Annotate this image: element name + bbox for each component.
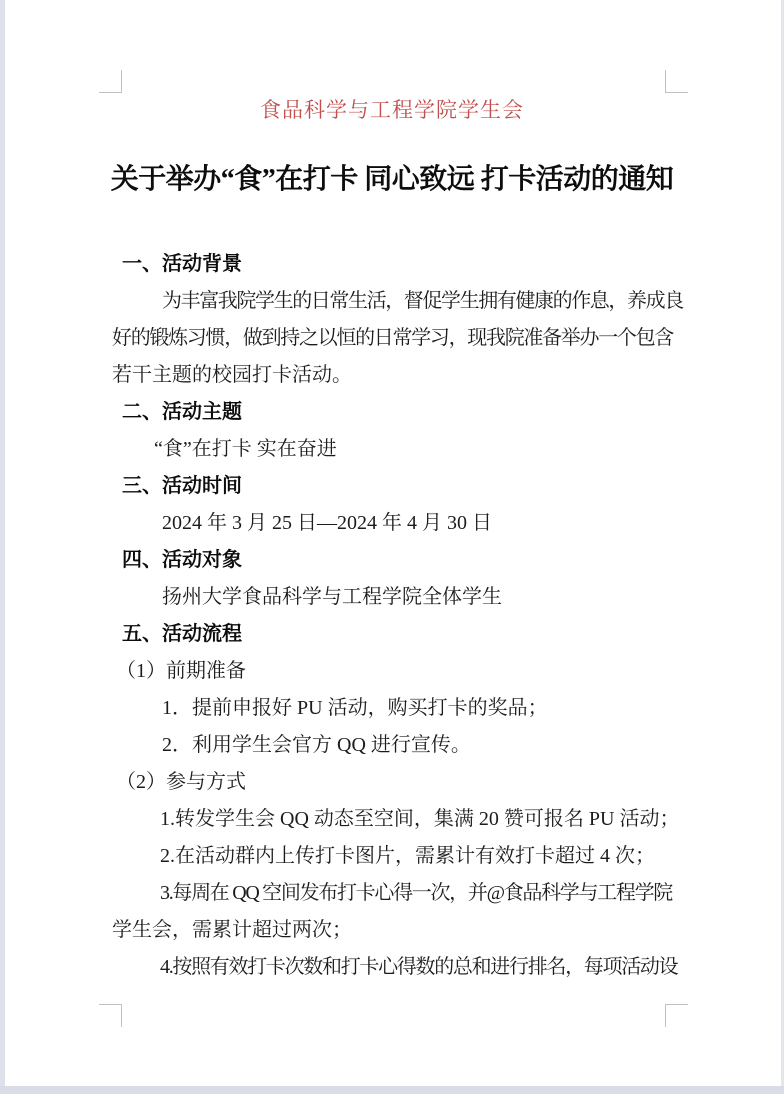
document-line: 学生会，需累计超过两次；	[112, 919, 352, 941]
text-boundary-mark-bottom-right	[665, 1004, 688, 1027]
document-line: “食”在打卡 实在奋进	[154, 438, 337, 460]
document-line: 五、活动流程	[122, 623, 242, 645]
document-line: 1.转发学生会 QQ 动态至空间，集满 20 赞可报名 PU 活动；	[160, 808, 680, 830]
document-line: 二、活动主题	[122, 401, 242, 423]
document-line: 3.每周在 QQ 空间发布打卡心得一次，并@食品科学与工程学院	[160, 882, 673, 904]
document-line: 一、活动背景	[122, 253, 242, 275]
document-red-header: 食品科学与工程学院学生会	[260, 98, 524, 122]
document-line: 2.在活动群内上传打卡图片，需累计有效打卡超过 4 次；	[160, 845, 655, 867]
document-line: 三、活动时间	[122, 475, 242, 497]
document-line: （1）前期准备	[116, 660, 246, 682]
document-line: 为丰富我院学生的日常生活，督促学生拥有健康的作息，养成良	[162, 290, 683, 312]
text-boundary-mark-top-left	[99, 70, 122, 93]
document-line: 4.按照有效打卡次数和打卡心得数的总和进行排名，每项活动设	[160, 956, 678, 978]
document-line: 2024 年 3 月 25 日—2024 年 4 月 30 日	[162, 512, 492, 534]
document-line: 四、活动对象	[122, 549, 242, 571]
document-body	[112, 246, 692, 986]
document-line: 扬州大学食品科学与工程学院全体学生	[162, 586, 502, 608]
document-line: 若干主题的校园打卡活动。	[112, 364, 352, 386]
document-title: 关于举办“食”在打卡 同心致远 打卡活动的通知	[110, 164, 674, 195]
text-boundary-mark-top-right	[665, 70, 688, 93]
document-line: 2．利用学生会官方 QQ 进行宣传。	[162, 734, 471, 756]
document-line: 好的锻炼习惯，做到持之以恒的日常学习，现我院准备举办一个包含	[112, 327, 673, 349]
document-line: 1．提前申报好 PU 活动，购买打卡的奖品；	[162, 697, 548, 719]
document-line: （2）参与方式	[116, 771, 246, 793]
window-bottom-edge	[0, 1086, 784, 1094]
text-boundary-mark-bottom-left	[99, 1004, 122, 1027]
